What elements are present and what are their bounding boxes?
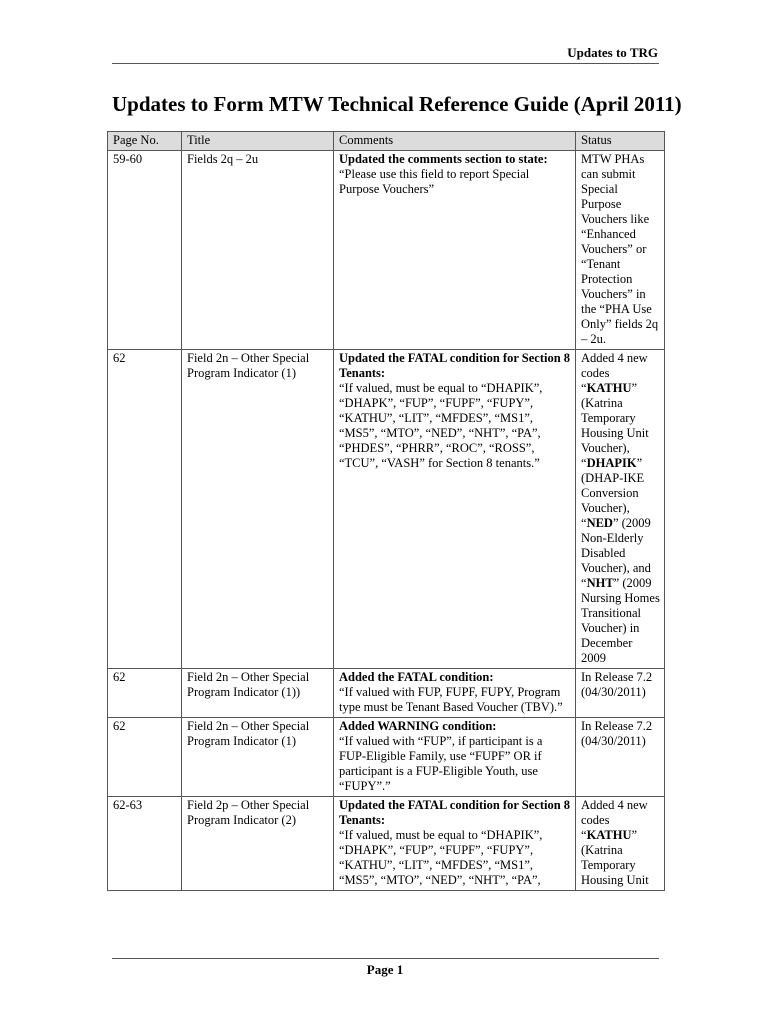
status-code: KATHU <box>586 828 632 842</box>
column-header-comments: Comments <box>334 132 576 151</box>
header-rule <box>112 63 659 64</box>
status-text: Added 4 new codes “ <box>581 351 648 395</box>
table-row <box>108 797 665 891</box>
column-header-status: Status <box>576 132 665 151</box>
page-no-cell: 62 <box>108 718 182 797</box>
comment-heading: Updated the comments section to state: <box>339 152 548 166</box>
header-row <box>108 132 665 151</box>
comment-body: “If valued, must be equal to “DHAPIK”, “DHAPK”, “FUP”, “FUPF”, “FUPY”, “KATHU”, “LIT”, “MFDES”, “MS1”, “MS5”, “MTO”, “NED”, “NHT”, “PA”, “PHDES”, “PHRR”, “ROC”, “ROSS”, “TCU”, “VASH” for Section 8 tenants.” <box>339 381 543 470</box>
comment-body: “If valued with “FUP”, if participant is a FUP-Eligible Family, use “FUPF” OR if participant is a FUP-Eligible Youth, use “FUPY”.” <box>339 734 543 793</box>
status-text: Added 4 new codes “ <box>581 798 648 842</box>
updates-table <box>107 131 665 891</box>
title-cell: Fields 2q – 2u <box>182 151 334 350</box>
table-row <box>108 669 665 718</box>
page-no-cell: 62 <box>108 669 182 718</box>
table-row <box>108 350 665 669</box>
table-header <box>108 132 665 151</box>
status-text: ” (Katrina Temporary Housing Unit Voucher), “ <box>581 381 649 470</box>
title-cell: Field 2n – Other Special Program Indicator (1)) <box>182 669 334 718</box>
title-cell: Field 2n – Other Special Program Indicator (1) <box>182 350 334 669</box>
status-cell <box>576 669 665 718</box>
document-title: Updates to Form MTW Technical Reference Guide (April 2011) <box>112 92 682 116</box>
status-text: ” (2009 Nursing Homes Transitional Voucher) in December 2009 <box>581 576 660 665</box>
comment-heading: Added WARNING condition: <box>339 719 497 733</box>
footer-rule <box>112 958 659 959</box>
running-header: Updates to TRG <box>567 45 658 60</box>
status-text: ” (Katrina Temporary Housing Unit <box>581 828 649 887</box>
table-body <box>108 151 665 891</box>
comments-cell <box>334 797 576 891</box>
status-code: NHT <box>586 576 614 590</box>
status-cell <box>576 151 665 350</box>
status-code: NED <box>586 516 613 530</box>
title-cell: Field 2n – Other Special Program Indicator (1) <box>182 718 334 797</box>
page-no-cell: 59-60 <box>108 151 182 350</box>
table-row <box>108 151 665 350</box>
status-text: In Release 7.2 (04/30/2011) <box>581 670 653 699</box>
comments-cell <box>334 669 576 718</box>
status-cell <box>576 718 665 797</box>
page-no-cell: 62-63 <box>108 797 182 891</box>
status-text: ” (2009 Non-Elderly Disabled Voucher), and “ <box>581 516 651 590</box>
status-text: In Release 7.2 (04/30/2011) <box>581 719 653 748</box>
status-cell <box>576 797 665 891</box>
status-text: ” (DHAP-IKE Conversion Voucher), “ <box>581 456 645 530</box>
status-cell <box>576 350 665 669</box>
comment-heading: Added the FATAL condition: <box>339 670 494 684</box>
table-row <box>108 718 665 797</box>
status-text: MTW PHAs can submit Special Purpose Vouchers like “Enhanced Vouchers” or “Tenant Protection Vouchers” in the “PHA Use Only” fields 2q – 2u. <box>581 152 659 346</box>
comment-body: “Please use this field to report Special Purpose Vouchers” <box>339 167 530 196</box>
comment-heading: Updated the FATAL condition for Section 8 Tenants: <box>339 798 571 827</box>
column-header-title: Title <box>182 132 334 151</box>
status-code: KATHU <box>586 381 632 395</box>
status-code: DHAPIK <box>586 456 637 470</box>
page-no-cell: 62 <box>108 350 182 669</box>
comment-heading: Updated the FATAL condition for Section 8 Tenants: <box>339 351 571 380</box>
comments-cell <box>334 718 576 797</box>
comment-body: “If valued with FUP, FUPF, FUPY, Program type must be Tenant Based Voucher (TBV).” <box>339 685 563 714</box>
comments-cell <box>334 350 576 669</box>
column-header-page-no: Page No. <box>108 132 182 151</box>
title-cell: Field 2p – Other Special Program Indicator (2) <box>182 797 334 891</box>
page-number: Page 1 <box>366 962 404 977</box>
comment-body: “If valued, must be equal to “DHAPIK”, “DHAPK”, “FUP”, “FUPF”, “FUPY”, “KATHU”, “LIT”, “MFDES”, “MS1”, “MS5”, “MTO”, “NED”, “NHT”, “PA”, <box>339 828 543 887</box>
comments-cell <box>334 151 576 350</box>
